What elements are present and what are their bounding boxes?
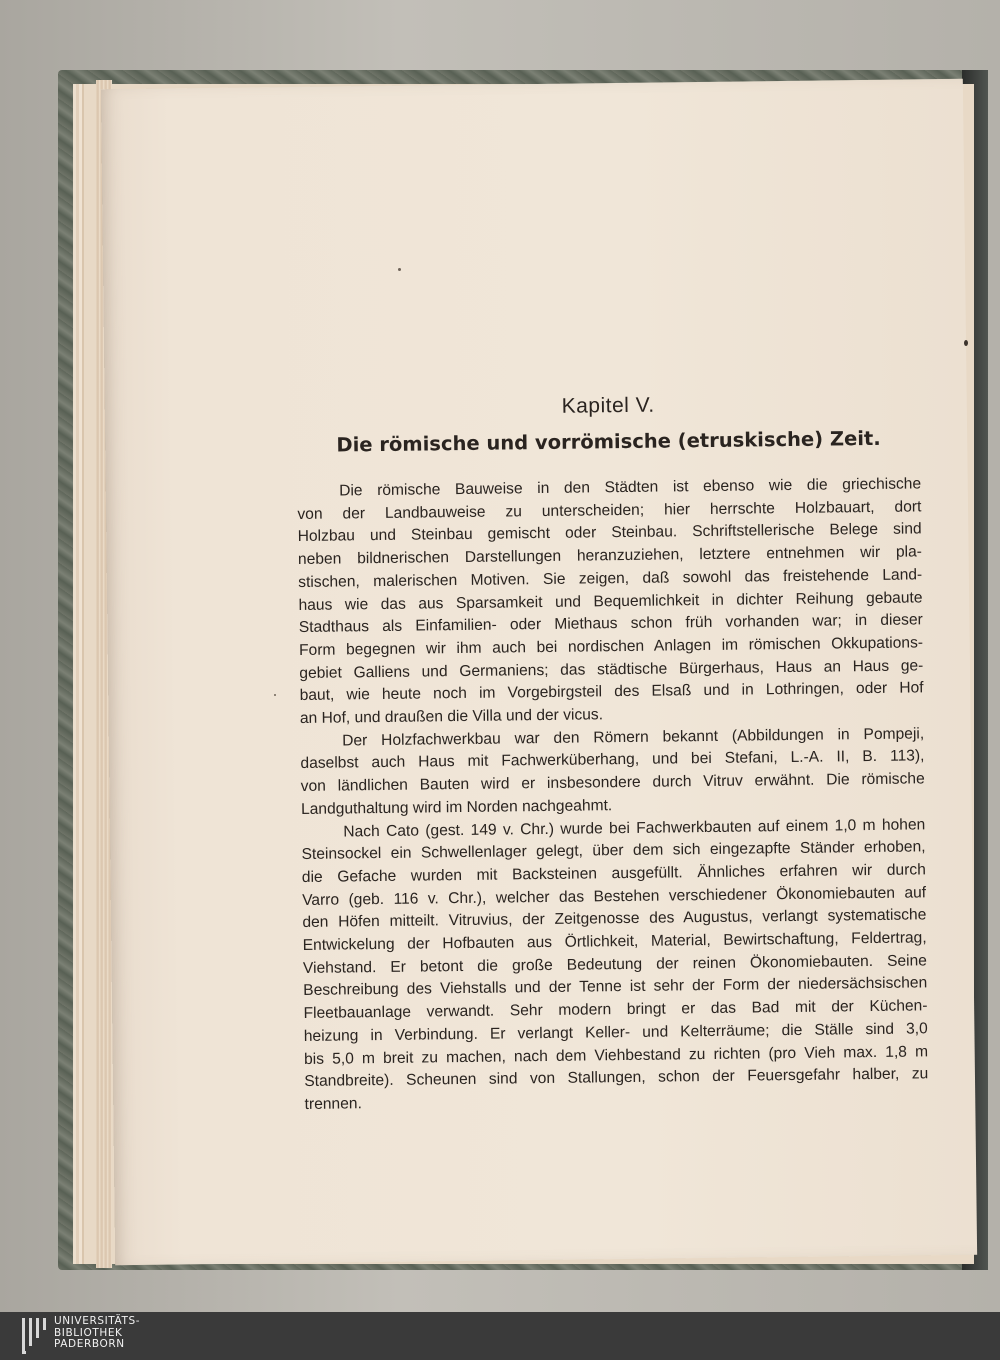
text-line: Fleetbauanlage verwandt. Sehr modern bringt er das Bad mit der Küchen- <box>303 997 928 1023</box>
text-line: Entwickelung der Hofbauten aus Örtlichkeit, Material, Bewirtschaftung, Feldertrag, <box>302 929 927 955</box>
library-logo-text <box>54 1316 140 1351</box>
chapter-title: Die römische und vorrömische (etruskische) Zeit. <box>336 426 881 457</box>
library-logo-line: UNIVERSITÄTS- <box>54 1315 141 1327</box>
text-line: Form begegnen wir ihm auch bei nordischen Anlagen im römischen Okkupations- <box>298 634 924 659</box>
text-line: Varro (geb. 116 v. Chr.), welcher das Bestehen verschiedener Ökonomiebauten auf <box>302 883 927 909</box>
text-line: Beschreibung des Viehstalls und der Tenne ist sehr der Form der niedersächsischen <box>303 974 928 1000</box>
text-line: Nach Cato (gest. 149 v. Chr.) wurde bei Fachwerkbauten auf einem 1,0 m hohen <box>343 815 926 841</box>
library-logo-line: PADERBORN <box>54 1338 125 1350</box>
text-line: heizung in Verbindung. Er verlangt Keller- und Kelterräume; die Ställe sind 3,0 <box>303 1020 928 1045</box>
text-line: daselbst auch Haus mit Fachwerküberhang, und bei Stefani, L.-A. II, B. 113), <box>300 747 925 773</box>
body-text <box>297 473 929 1116</box>
text-line: neben bildnerischen Darstellungen heranzuziehen, letztere entnehmen wir pla- <box>297 543 923 569</box>
text-line: haus wie das aus Sparsamkeit und Bequemlichkeit in dichter Reihung gebaute <box>298 588 923 614</box>
text-line: von der Landbauweise zu unterscheiden; hier herrschte Holzbauart, dort <box>297 498 922 523</box>
text-line: die Gefache wurden mit Backsteinen ausgefüllt. Ähnliches erfahren wir durch <box>301 861 926 886</box>
paper-speck <box>274 694 276 696</box>
text-line: Landguthaltung wird im Norden nachgeahmt. <box>300 797 613 818</box>
text-line: von ländlichen Bauten wird er insbesondere durch Vitruv erwähnt. Die römische <box>300 770 925 796</box>
text-line: gebiet Galliens und Germaniens; das städtische Bürgerhaus, Haus an Haus ge- <box>299 656 924 682</box>
library-logo-mark <box>20 1318 52 1354</box>
chapter-number: Kapitel V. <box>561 393 655 418</box>
text-line: Steinsockel ein Schwellenlager gelegt, über dem sich eingezapfte Ständer erhoben, <box>301 838 926 864</box>
text-line: trennen. <box>304 1095 362 1113</box>
library-logo <box>10 1314 190 1358</box>
text-line: Standbreite). Scheunen sind von Stallungen, schon der Feuersgefahr halber, zu <box>304 1065 929 1091</box>
paper-speck <box>398 268 401 271</box>
text-line: stischen, malerischen Motiven. Sie zeigen, daß sowohl das freistehende Land- <box>298 566 923 591</box>
text-line: Der Holzfachwerkbau war den Römern bekannt (Abbildungen in Pompeji, <box>342 725 925 750</box>
text-line: den Höfen mitteilt. Vitruvius, der Zeitgenosse des Augustus, verlangt systematische <box>302 906 927 932</box>
text-line: bis 5,0 m breit zu machen, nach dem Viehbestand zu richten (pro Vieh max. 1,8 m <box>303 1042 929 1068</box>
text-line: Stadthaus als Einfamilien- oder Miethaus schon früh vorhanden war; in dieser <box>298 611 923 637</box>
text-line: an Hof, und draußen die Villa und der vicus. <box>299 706 604 728</box>
text-line: Holzbau und Steinbau gemischt oder Steinbau. Schriftstellerische Belege sind <box>297 520 922 546</box>
text-line: Die römische Bauweise in den Städten ist ebenso wie die griechische <box>339 475 922 500</box>
text-line: Viehstand. Er betont die große Bedeutung der reinen Ökonomiebauten. Seine <box>302 952 928 977</box>
page-mark <box>964 340 968 346</box>
library-logo-line: BIBLIOTHEK <box>54 1326 123 1339</box>
text-line: baut, wie heute noch im Vorgebirgsteil des Elsaß und in Lothringen, oder Hof <box>299 679 924 705</box>
page-text <box>296 390 929 1116</box>
